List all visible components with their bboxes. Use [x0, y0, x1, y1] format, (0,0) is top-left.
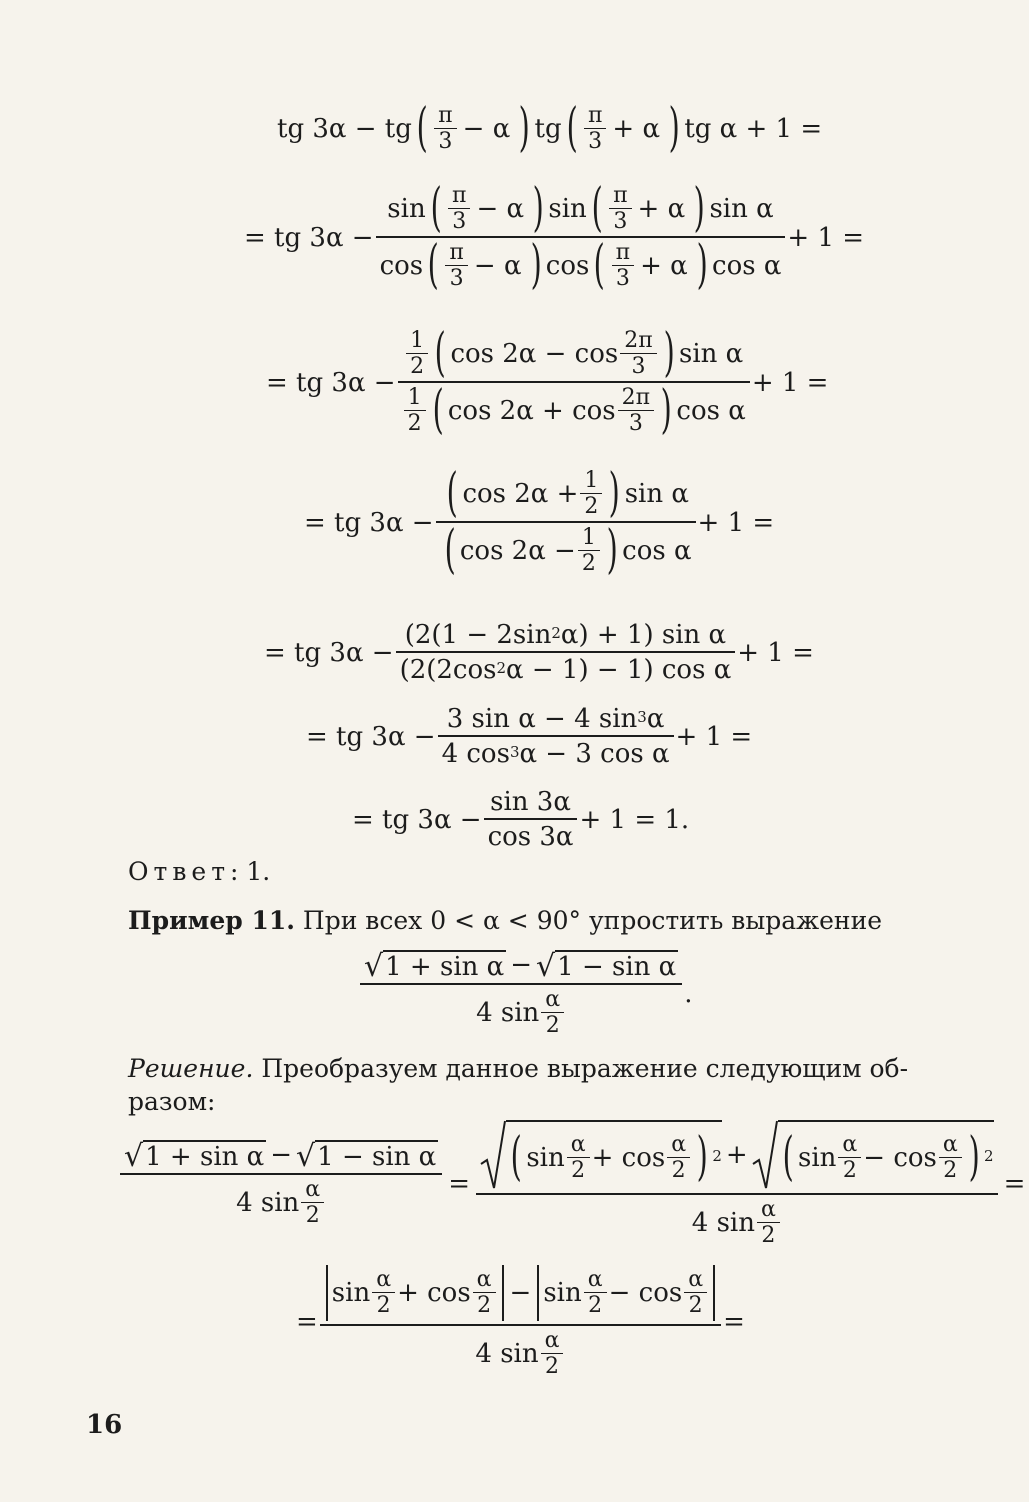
equation-line-4: = tg 3α − ( cos 2α + $\frac{1}{2}$ ) sin α ( cos 2α − $\frac{1}{2}$ ) cos α + 1 = — [304, 463, 775, 581]
equation-line-3: = tg 3α − $\frac{1}{2}$ ( cos 2α − cos $\frac{2\pi}{3}$ ) sin α $\frac{1}{2}$ ( cos 2α + cos $\frac{2\pi}{3}$ ) cos α + 1 = — [266, 323, 829, 441]
solution-equation-1: √ 1 + sin α − √ 1 − sin α 4 sin $\frac{\alpha}{2}$ = ( sin $\frac{\alpha}{2}$ + cos $\frac{\alpha}{2}$ ) $^2$ + ( sin $\frac{\alpha}{2}$ − cos $\frac{\alpha}{2}$ ) $^2$ 4 sin $\frac{\alpha}{2}$ = — [118, 1120, 1029, 1247]
example-title: Пример 11. — [128, 906, 295, 935]
solution-equation-2: = sin $\frac{\alpha}{2}$ + cos $\frac{\alpha}{2}$ − sin $\frac{\alpha}{2}$ − cos $\frac{\alpha}{2}$ 4 sin $\frac{\alpha}{2}$ = — [296, 1267, 745, 1379]
radical-sign — [752, 1120, 778, 1190]
answer-line: Ответ: 1. — [128, 857, 271, 886]
example-expression: √ 1 + sin α − √ 1 − sin α 4 sin $\frac{\alpha}{2}$ . — [358, 950, 693, 1037]
solution-text-1: Преобразуем данное выражение следующим об- — [261, 1054, 909, 1083]
equation-line-5: = tg 3α − (2(1 − 2sin $^2$ α) + 1) sin α (2(2cos $^2$ α − 1) − 1) cos α + 1 = — [264, 620, 814, 685]
equation-line-6: = tg 3α − 3 sin α − 4 sin $^3$ α 4 cos $^3$ α − 3 cos α + 1 = — [306, 704, 753, 769]
example-heading — [128, 906, 882, 935]
solution-text-2: разом: — [128, 1087, 216, 1116]
equation-line-7: = tg 3α − $\frac{\sin 3\alpha}{\cos 3\alpha}$ + 1 = 1. — [352, 787, 690, 852]
radical-sign — [480, 1120, 506, 1190]
answer-value: 1. — [246, 857, 271, 886]
page-number: 16 — [86, 1410, 123, 1440]
example-statement: При всех 0 < α < 90° упростить выражение — [302, 906, 883, 935]
equation-line-1: tg 3α − tg ( $\frac{\pi}{3}$ − α ) tg ( $\frac{\pi}{3}$ + α ) tg α + 1 = — [277, 98, 823, 159]
equation-line-2: = tg 3α − sin ( $\frac{\pi}{3}$ − α ) sin ( $\frac{\pi}{3}$ + α ) sin α cos ( $\frac{\pi}{3}$ − α ) cos ( $\frac{\pi}{3}$ + α ) cos α + 1 = — [244, 178, 865, 296]
solution-line-2 — [128, 1087, 215, 1116]
answer-label: Ответ — [128, 857, 231, 886]
solution-label: Решение. — [128, 1054, 254, 1083]
solution-line-1 — [128, 1054, 908, 1083]
